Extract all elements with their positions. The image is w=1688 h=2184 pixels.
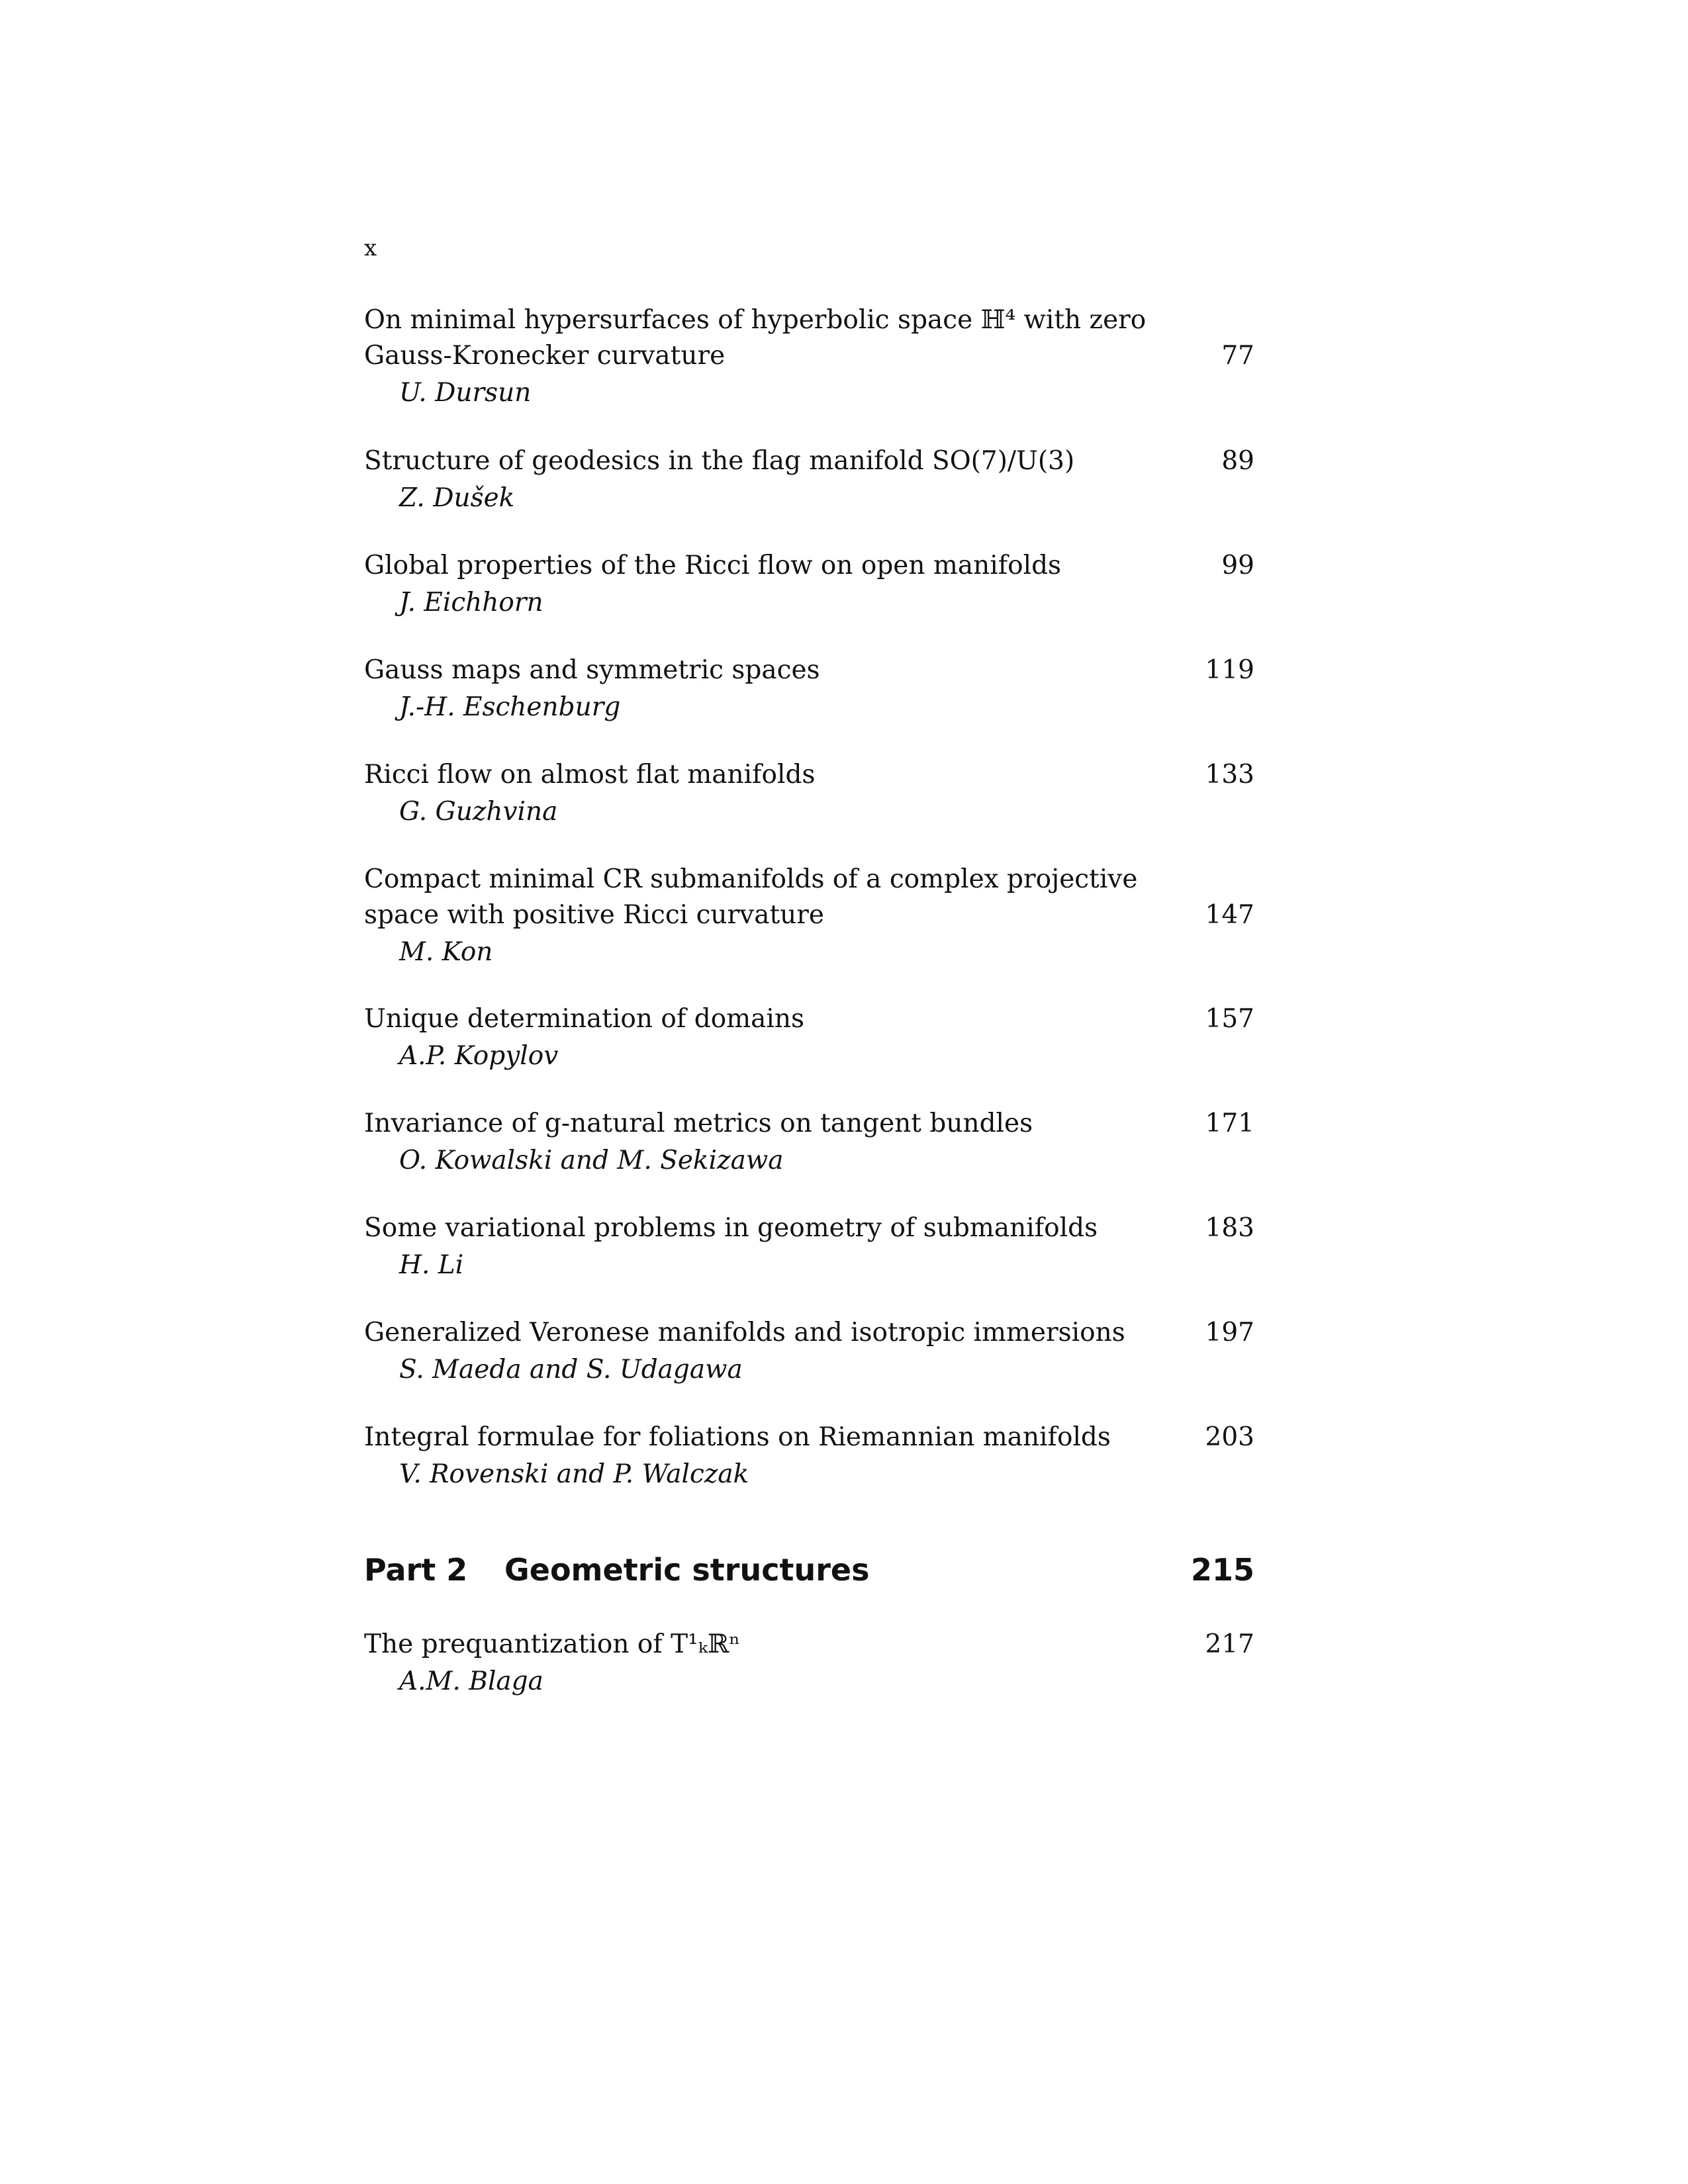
entry-page-number: 147: [1205, 900, 1254, 930]
toc-entry: [364, 757, 1254, 831]
toc-entry: [364, 653, 1254, 727]
entry-authors: O. Kowalski and M. Sekizawa: [399, 1146, 784, 1175]
entry-title-line: [364, 1315, 1254, 1351]
entry-title-line: [364, 897, 1254, 933]
entry-page-number: 99: [1221, 551, 1254, 580]
entry-title-line: [364, 443, 1254, 479]
toc-entry: [364, 1315, 1254, 1389]
entry-authors: V. Rovenski and P. Walczak: [399, 1459, 749, 1489]
part-title: Geometric structures: [504, 1552, 870, 1588]
entry-page-number: 197: [1205, 1318, 1254, 1347]
entry-page-number: 89: [1221, 446, 1254, 476]
toc-entry: [364, 1627, 1254, 1701]
entry-title-line: [364, 1001, 1254, 1037]
entry-title-text: Ricci flow on almost flat manifolds: [364, 760, 816, 790]
entry-page-number: 133: [1205, 760, 1254, 790]
entry-title-text: Gauss maps and symmetric spaces: [364, 655, 820, 685]
entry-title-text: space with positive Ricci curvature: [364, 900, 824, 930]
toc-entry: [364, 548, 1254, 622]
toc-page: [364, 0, 1254, 2184]
entry-page-number: 77: [1221, 341, 1254, 371]
entry-title-line: [364, 1210, 1254, 1246]
entry-title-line: [364, 1420, 1254, 1455]
entry-title-text: Structure of geodesics in the flag manifold SO(7)/U(3): [364, 446, 1075, 476]
entry-page-number: 119: [1205, 655, 1254, 685]
entry-title-text: The prequantization of T¹ₖℝⁿ: [364, 1629, 741, 1659]
entry-authors: M. Kon: [399, 937, 493, 967]
entry-title-line: [364, 862, 1254, 897]
entry-title-line: [364, 302, 1254, 338]
entry-page-number: 183: [1205, 1213, 1254, 1243]
part-heading: [364, 1549, 1254, 1591]
entry-authors: A.P. Kopylov: [399, 1041, 559, 1071]
part-label: Part 2: [364, 1552, 468, 1588]
toc-entry: [364, 1420, 1254, 1494]
entry-authors: U. Dursun: [399, 378, 532, 408]
toc-entry: [364, 302, 1254, 412]
entry-authors: J.-H. Eschenburg: [399, 692, 621, 722]
entry-authors: J. Eichhorn: [399, 588, 543, 617]
part-page-number: 215: [1190, 1552, 1254, 1588]
entry-title-line: [364, 1627, 1254, 1662]
entry-authors: Z. Dušek: [399, 483, 515, 513]
entry-title-text: Global properties of the Ricci flow on open manifolds: [364, 551, 1062, 580]
entry-authors: G. Guzhvina: [399, 797, 558, 827]
toc-entry: [364, 862, 1254, 972]
entry-title-line: [364, 653, 1254, 688]
entry-authors: A.M. Blaga: [399, 1666, 543, 1696]
entry-title-text: Compact minimal CR submanifolds of a complex projective: [364, 864, 1138, 894]
entry-title-text: Invariance of g-natural metrics on tangent bundles: [364, 1109, 1033, 1138]
toc-entry: [364, 443, 1254, 518]
entry-title-text: On minimal hypersurfaces of hyperbolic space ℍ⁴ with zero: [364, 305, 1147, 335]
page-number: x: [364, 235, 377, 261]
toc-entry: [364, 1106, 1254, 1180]
entry-page-number: 203: [1205, 1422, 1254, 1452]
toc-entry: [364, 1001, 1254, 1075]
entry-page-number: 171: [1205, 1109, 1254, 1138]
entry-title-text: Integral formulae for foliations on Riemannian manifolds: [364, 1422, 1111, 1452]
entry-title-text: Gauss-Kronecker curvature: [364, 341, 726, 371]
entry-page-number: 157: [1205, 1004, 1254, 1034]
entry-page-number: 217: [1205, 1629, 1254, 1659]
entry-title-line: [364, 757, 1254, 793]
toc-entry: [364, 1210, 1254, 1285]
entry-title-text: Unique determination of domains: [364, 1004, 805, 1034]
entry-title-line: [364, 548, 1254, 584]
entry-title-line: [364, 1106, 1254, 1142]
entry-title-text: Some variational problems in geometry of submanifolds: [364, 1213, 1098, 1243]
entry-authors: H. Li: [399, 1250, 464, 1280]
entry-title-line: [364, 338, 1254, 374]
entry-authors: S. Maeda and S. Udagawa: [399, 1355, 743, 1385]
entry-title-text: Generalized Veronese manifolds and isotropic immersions: [364, 1318, 1125, 1347]
